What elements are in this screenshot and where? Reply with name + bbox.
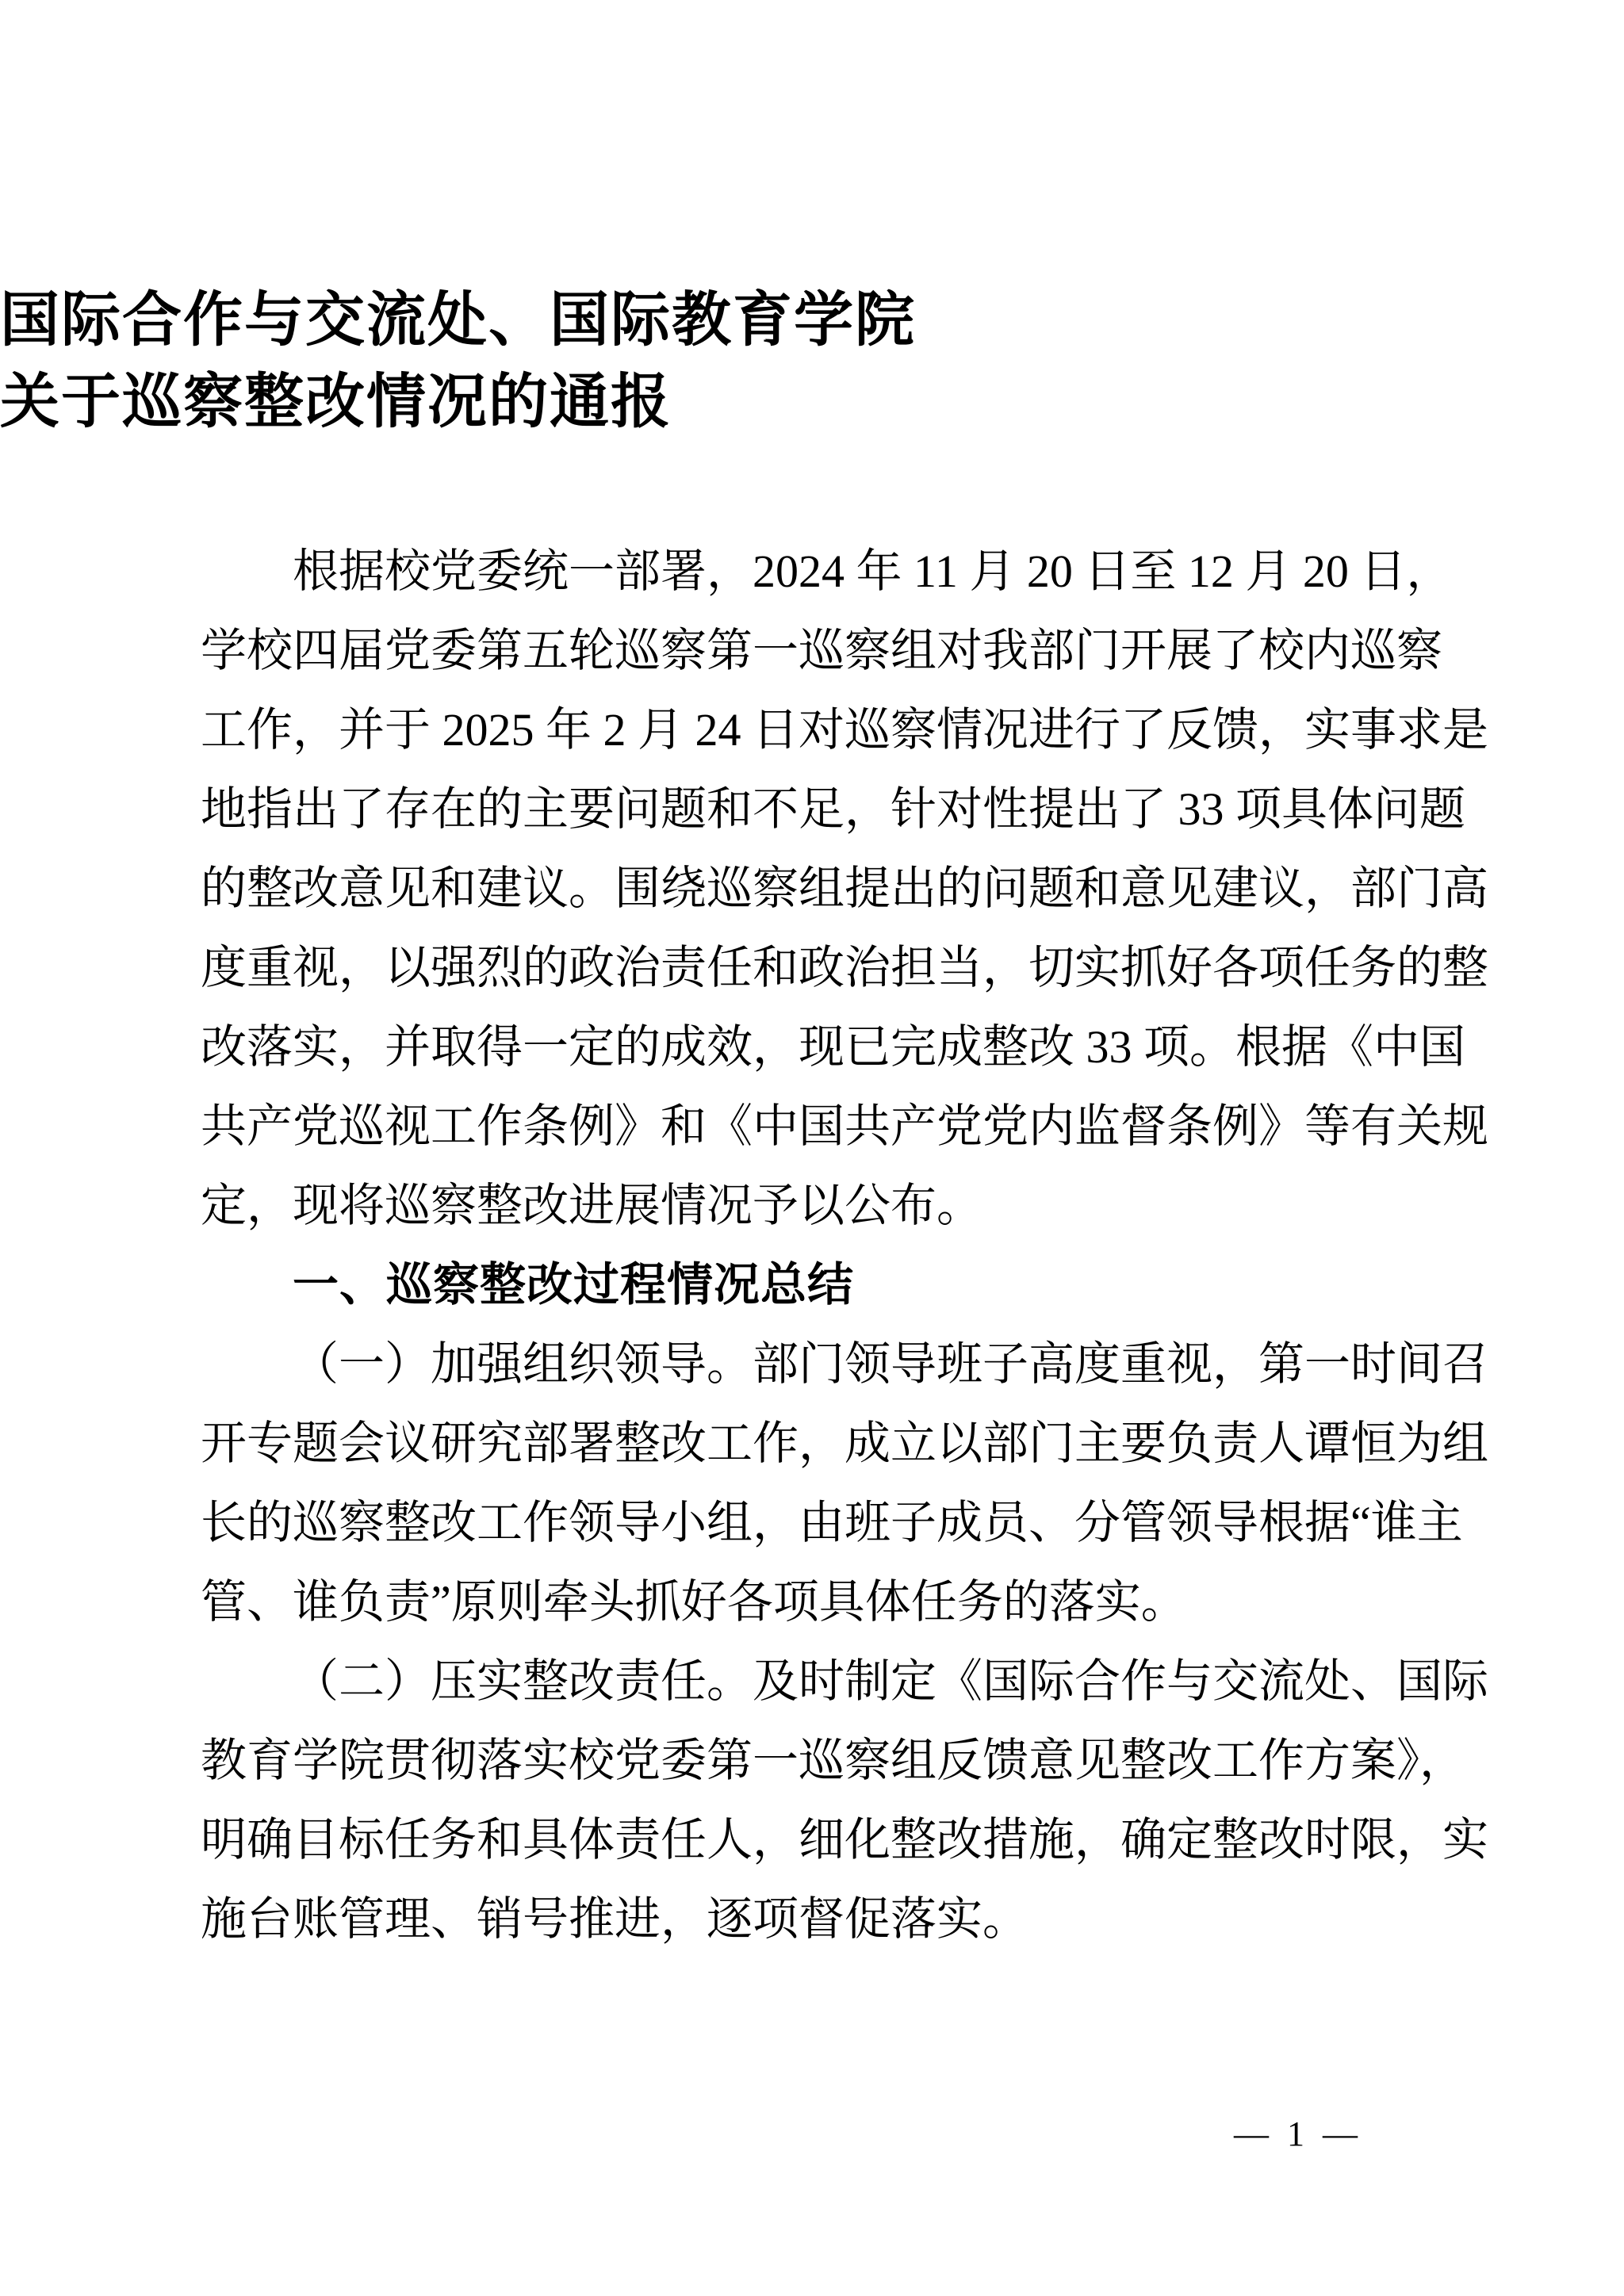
paragraph-1-line: 定，现将巡察整改进展情况予以公布。	[201, 1180, 983, 1231]
document-title	[0, 0, 1624, 443]
paragraph-1	[201, 532, 1489, 1246]
paragraph-3-line: （二）压实整改责任。及时制定《国际合作与交流处、国际	[293, 1655, 1489, 1707]
paragraph-3-line: 明确目标任务和具体责任人，细化整改措施，确定整改时限，实	[201, 1814, 1489, 1866]
paragraph-2	[201, 1325, 1489, 1642]
paragraph-3	[201, 1642, 1489, 1959]
document-title-line-1: 国际合作与交流处、国际教育学院	[0, 288, 917, 354]
section-heading-1: 一、巡察整改过程情况总结	[293, 1259, 855, 1311]
paragraph-1-line: 改落实，并取得一定的成效，现已完成整改 33 项。根据《中国	[201, 1021, 1466, 1073]
paragraph-1-line: 度重视，以强烈的政治责任和政治担当，切实抓好各项任务的整	[201, 942, 1489, 993]
paragraph-3-line: 施台账管理、销号推进，逐项督促落实。	[201, 1893, 1029, 1945]
paragraph-2-line: （一）加强组织领导。部门领导班子高度重视，第一时间召	[293, 1338, 1489, 1390]
document-body	[201, 532, 1489, 1959]
paragraph-1-line: 根据校党委统一部署，2024 年 11 月 20 日至 12 月 20 日，	[293, 545, 1453, 597]
paragraph-1-line: 地指出了存在的主要问题和不足，针对性提出了 33 项具体问题	[201, 783, 1466, 835]
paragraph-2-line: 开专题会议研究部署整改工作，成立以部门主要负责人谭恒为组	[201, 1418, 1489, 1469]
paragraph-2-line: 长的巡察整改工作领导小组，由班子成员、分管领导根据“谁主	[201, 1497, 1463, 1548]
paragraph-1-line: 的整改意见和建议。围绕巡察组提出的问题和意见建议，部门高	[201, 863, 1489, 914]
paragraph-2-line: 管、谁负责”原则牵头抓好各项具体任务的落实。	[201, 1576, 1187, 1628]
paragraph-1-line: 工作，并于 2025 年 2 月 24 日对巡察情况进行了反馈，实事求是	[201, 704, 1489, 756]
page-number: — 1 —	[1234, 2114, 1362, 2153]
paragraph-1-line: 学校四届党委第五轮巡察第一巡察组对我部门开展了校内巡察	[201, 625, 1443, 676]
paragraph-3-line: 教育学院贯彻落实校党委第一巡察组反馈意见整改工作方案》，	[201, 1735, 1466, 1786]
document-title-line-2: 关于巡察整改情况的通报	[0, 369, 672, 435]
paragraph-1-line: 共产党巡视工作条例》和《中国共产党党内监督条例》等有关规	[201, 1100, 1489, 1152]
